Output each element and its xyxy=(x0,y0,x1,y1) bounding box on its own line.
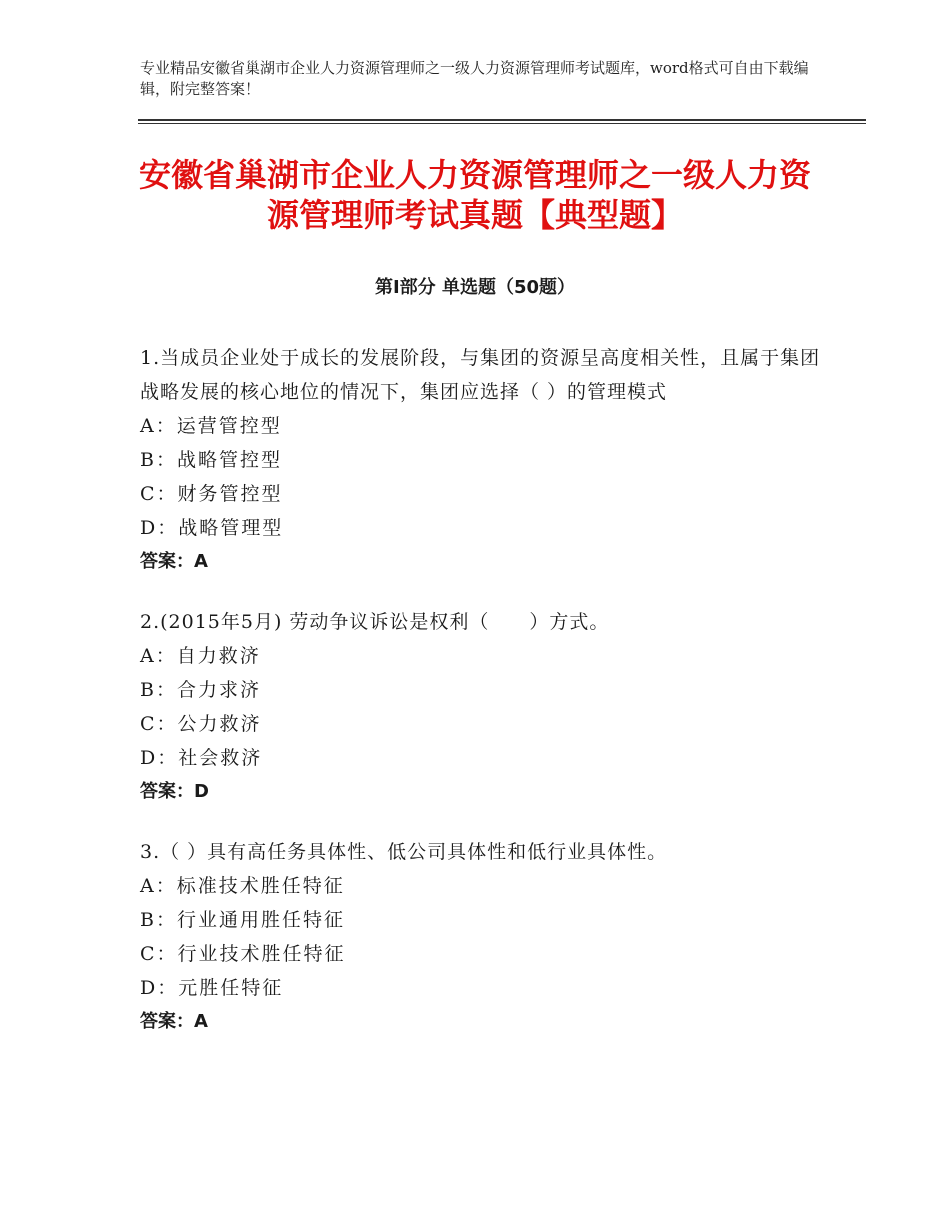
question-stem: 1.当成员企业处于成长的发展阶段，与集团的资源呈高度相关性，且属于集团战略发展的核心地位的情况下，集团应选择（ ）的管理模式 xyxy=(140,347,821,403)
option-c: C：公力救济 xyxy=(140,713,262,735)
question-3 xyxy=(140,835,840,1039)
option-a: A：标准技术胜任特征 xyxy=(140,875,345,897)
question-1 xyxy=(140,341,840,579)
option-d: D：社会救济 xyxy=(140,747,263,769)
question-list xyxy=(140,341,840,1065)
option-a: A：运营管控型 xyxy=(140,415,282,437)
option-c: C：行业技术胜任特征 xyxy=(140,943,346,965)
document-title: 安徽省巢湖市企业人力资源管理师之一级人力资源管理师考试真题【典型题】 xyxy=(138,156,811,234)
option-a: A：自力救济 xyxy=(140,645,261,667)
answer: 答案：A xyxy=(140,1011,208,1032)
question-2 xyxy=(140,605,840,809)
option-b: B：战略管控型 xyxy=(140,449,282,471)
option-c: C：财务管控型 xyxy=(140,483,283,505)
header-divider-thick xyxy=(138,119,866,121)
header-note: 专业精品安徽省巢湖市企业人力资源管理师之一级人力资源管理师考试题库，word格式可自由下载编辑，附完整答案！ xyxy=(140,59,809,98)
header-divider xyxy=(138,119,866,125)
answer: 答案：A xyxy=(140,551,208,572)
option-b: B：合力求济 xyxy=(140,679,261,701)
question-stem: 2.(2015年5月) 劳动争议诉讼是权利（ ）方式。 xyxy=(140,611,610,633)
option-d: D：元胜任特征 xyxy=(140,977,284,999)
option-b: B：行业通用胜任特征 xyxy=(140,909,345,931)
header-divider-thin xyxy=(138,123,866,124)
question-stem: 3.（ ）具有高任务具体性、低公司具体性和低行业具体性。 xyxy=(140,841,668,863)
option-d: D：战略管理型 xyxy=(140,517,284,539)
answer: 答案：D xyxy=(140,781,209,802)
section-title: 第Ⅰ部分 单选题（50题） xyxy=(374,277,575,298)
